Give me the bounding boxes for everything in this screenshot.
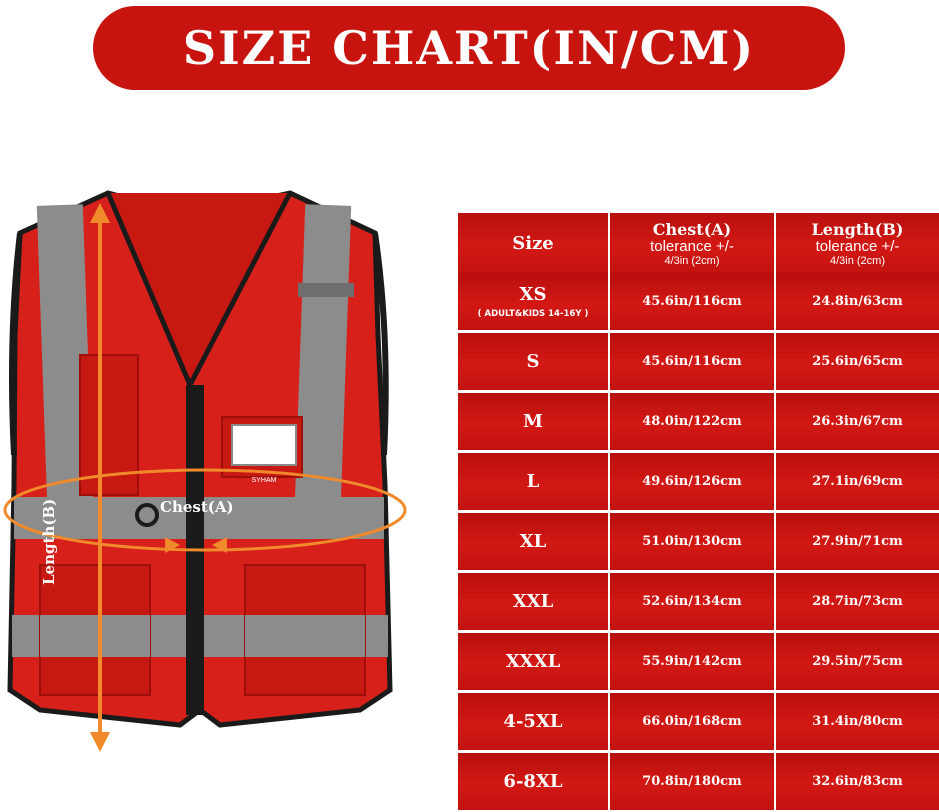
length-label: Length(B) [40,498,58,585]
size-note: ( ADULT&KIDS 14-16Y ) [477,309,589,319]
length-value-cell [776,453,939,510]
header-length [776,213,939,275]
vest-diagram [0,185,420,812]
reflective-patch [298,283,354,297]
size-cell [458,573,608,630]
size-label: XS [519,284,547,305]
size-cell [458,513,608,570]
header-chest [610,213,774,275]
chest-value-cell [610,693,774,750]
chest-value: 70.8in/180cm [642,774,742,789]
size-cell [458,633,608,690]
chest-value: 48.0in/122cm [642,414,742,429]
length-value: 24.8in/63cm [812,294,903,309]
chest-value-cell [610,573,774,630]
size-label: XL [519,531,547,552]
length-value: 27.1in/69cm [812,474,903,489]
chest-value-cell [610,453,774,510]
size-chart-table [458,213,939,810]
length-value: 28.7in/73cm [812,594,903,609]
chest-value: 45.6in/116cm [642,354,742,369]
size-cell [458,333,608,390]
length-value: 26.3in/67cm [812,414,903,429]
length-value-cell [776,753,939,810]
header-chest-tolerance: tolerance +/- [650,237,734,255]
header-chest-label: Chest(A) [652,219,732,239]
length-value-cell [776,693,939,750]
length-value-cell [776,633,939,690]
header-length-tolerance: tolerance +/- [815,237,900,255]
length-arrow-bottom [90,732,110,752]
size-cell [458,693,608,750]
chest-value: 45.6in/116cm [642,294,742,309]
length-value-cell [776,573,939,630]
length-value-cell [776,513,939,570]
chest-label: Chest(A) [160,498,234,516]
length-value: 27.9in/71cm [812,534,903,549]
id-card [232,425,296,465]
chest-value-cell [610,393,774,450]
length-value-cell [776,333,939,390]
length-value-cell [776,273,939,330]
chest-value-cell [610,333,774,390]
length-value: 32.6in/83cm [812,774,903,789]
lower-left-pocket-band [40,615,150,657]
header-chest-tolerance-value: 4/3in (2cm) [664,254,720,267]
size-cell [458,753,608,810]
size-label: 6-8XL [503,771,563,792]
chest-value-cell [610,633,774,690]
chest-value: 51.0in/130cm [642,534,742,549]
length-value: 31.4in/80cm [812,714,903,729]
header-size-label: Size [512,233,554,254]
chest-value-cell [610,273,774,330]
header-length-tolerance-value: 4/3in (2cm) [829,254,886,267]
size-label: S [526,351,540,372]
size-label: M [523,411,543,432]
chest-value: 55.9in/142cm [642,654,742,669]
size-label: 4-5XL [503,711,563,732]
chest-value: 49.6in/126cm [642,474,742,489]
size-label: L [526,471,540,492]
size-cell [458,393,608,450]
chest-value-cell [610,513,774,570]
size-cell [458,273,608,330]
length-value-cell [776,393,939,450]
length-value: 29.5in/75cm [812,654,903,669]
size-cell [458,453,608,510]
chest-value: 52.6in/134cm [642,594,742,609]
length-value: 25.6in/65cm [812,354,903,369]
header-size [458,213,608,275]
lower-right-pocket-band [245,615,365,657]
chest-value: 66.0in/168cm [642,714,742,729]
badge-text: SYHAM [251,477,277,484]
page-title: SIZE CHART(IN/CM) [182,21,756,75]
chest-value-cell [610,753,774,810]
title-banner [93,6,845,90]
size-label: XXXL [505,651,561,672]
size-label: XXL [512,591,554,612]
header-length-label: Length(B) [811,219,904,239]
